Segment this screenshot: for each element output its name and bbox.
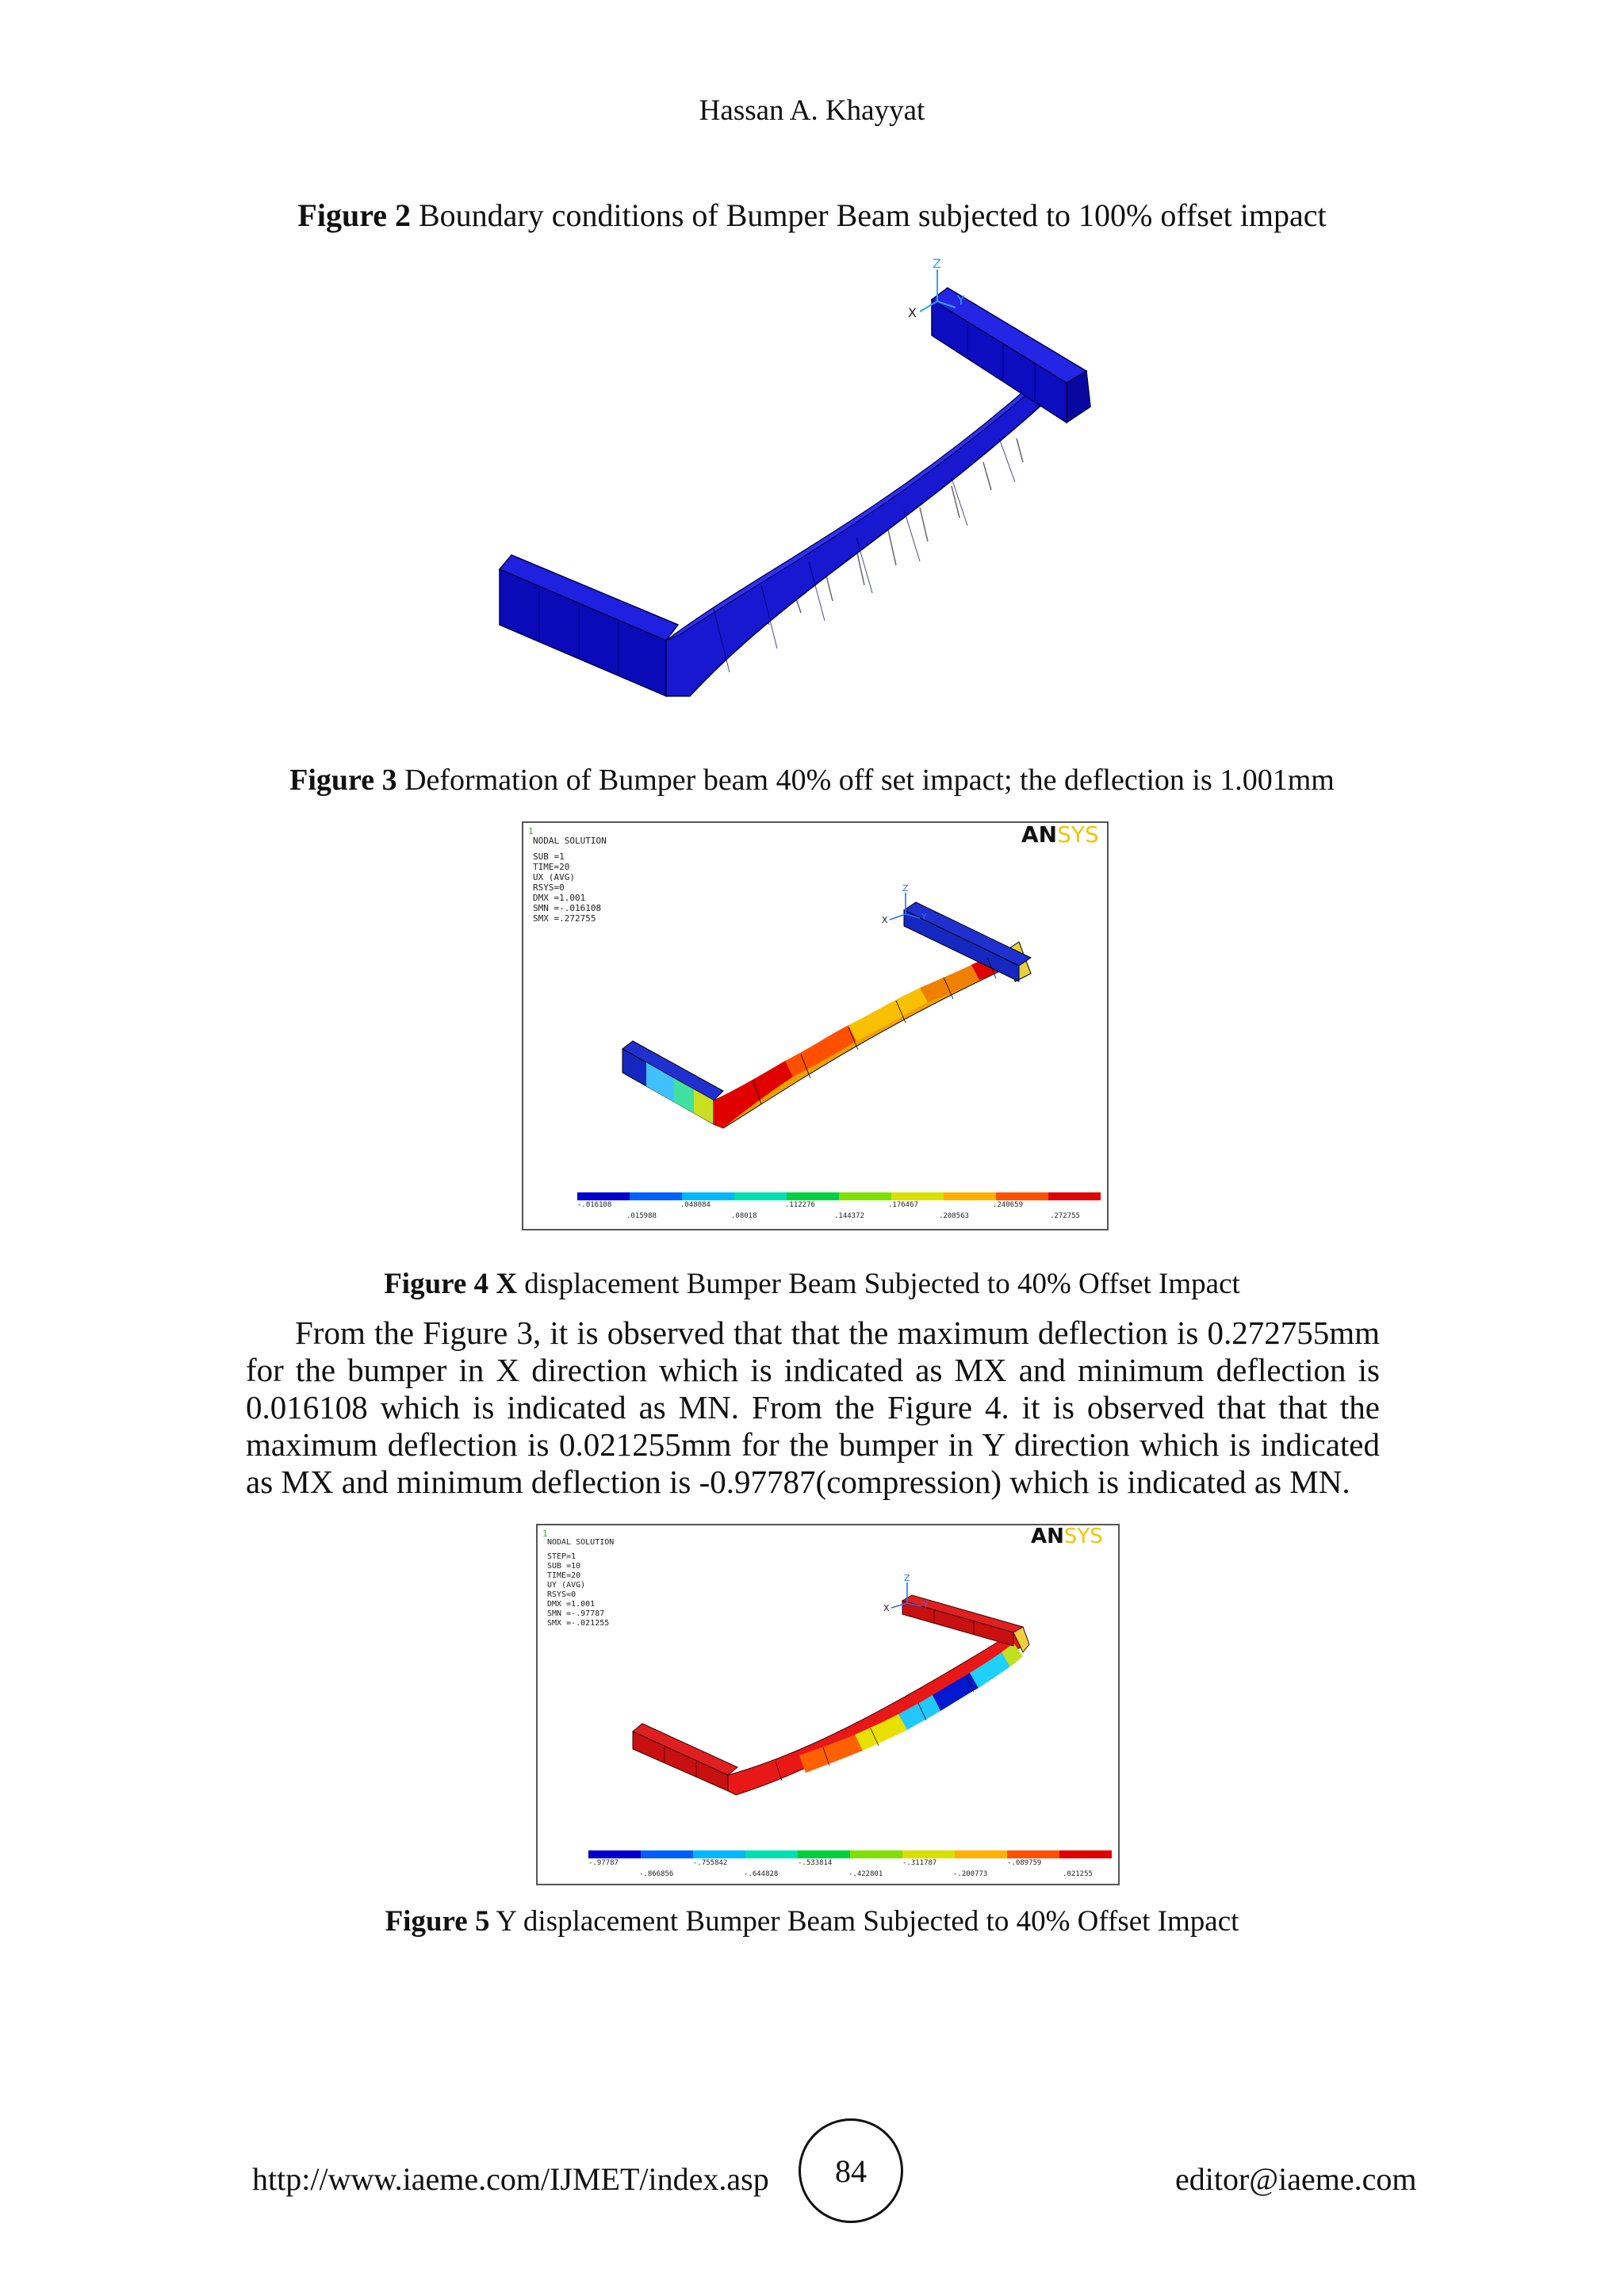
figure-4-label: Figure 4 X bbox=[384, 1268, 518, 1300]
figure-3-caption bbox=[0, 763, 1624, 798]
axis-x-label: X bbox=[908, 305, 917, 320]
figure-3-image bbox=[476, 252, 1142, 728]
axis-z-label: Z bbox=[933, 256, 941, 271]
info-line: SMX =.272755 bbox=[533, 913, 596, 924]
legend-swatch bbox=[693, 1850, 745, 1858]
info-line: RSYS=0 bbox=[533, 882, 565, 893]
info-line: SUB =1 bbox=[533, 851, 565, 862]
axis-y-label: Y bbox=[957, 293, 965, 308]
legend-label: -.755842 bbox=[693, 1859, 728, 1867]
nodal-solution-info bbox=[533, 836, 607, 924]
color-legend bbox=[588, 1850, 1112, 1858]
footer-url-link[interactable]: http://www.iaeme.com/IJMET/index.asp bbox=[252, 2161, 769, 2197]
ansys-logo: ANSYS bbox=[1031, 1525, 1103, 1548]
legend-swatch bbox=[682, 1192, 734, 1200]
legend-label: .112276 bbox=[785, 1201, 815, 1209]
axis-z-label: Z bbox=[904, 1573, 910, 1583]
figure-3-label: Figure 3 bbox=[289, 763, 397, 797]
info-line: SUB =10 bbox=[547, 1562, 581, 1571]
legend-label: .015988 bbox=[626, 1212, 657, 1220]
color-legend bbox=[577, 1192, 1101, 1200]
legend-swatch bbox=[850, 1850, 902, 1858]
svg-text:1: 1 bbox=[528, 826, 534, 836]
legend-swatch bbox=[891, 1192, 944, 1200]
legend-swatch bbox=[641, 1850, 693, 1858]
figure-2-label: Figure 2 bbox=[297, 197, 411, 233]
axis-x-label: X bbox=[883, 1603, 890, 1613]
axis-y-label: Y bbox=[921, 912, 927, 922]
legend-label: -.866856 bbox=[639, 1870, 674, 1878]
legend-swatch bbox=[1007, 1850, 1059, 1858]
legend-swatch bbox=[1048, 1192, 1101, 1200]
info-line: TIME=20 bbox=[547, 1571, 581, 1580]
footer-email-link[interactable]: editor@iaeme.com bbox=[1175, 2161, 1417, 2197]
axis-y-label: Y bbox=[923, 1600, 929, 1610]
figure-3-text: Deformation of Bumper beam 40% off set impact; the deflection is 1.001mm bbox=[396, 763, 1335, 797]
info-line: NODAL SOLUTION bbox=[547, 1538, 615, 1547]
legend-label: -.97787 bbox=[588, 1859, 619, 1867]
legend-swatch bbox=[955, 1850, 1007, 1858]
figure-5-label: Figure 5 bbox=[385, 1905, 490, 1938]
info-line: SMX =-.021255 bbox=[547, 1619, 610, 1628]
legend-label: -.200773 bbox=[953, 1870, 988, 1878]
figure-4-ansys-plot bbox=[522, 821, 1109, 1230]
legend-swatch bbox=[944, 1192, 996, 1200]
legend-swatch bbox=[839, 1192, 891, 1200]
legend-swatch bbox=[577, 1192, 630, 1200]
legend-labels bbox=[588, 1859, 1093, 1878]
figure-5-caption bbox=[0, 1904, 1624, 1938]
bumper-beam-deformation bbox=[476, 252, 1142, 728]
axis-z-label: Z bbox=[902, 883, 909, 894]
figure-4-text: displacement Bumper Beam Subjected to 40% Offset Impact bbox=[517, 1268, 1240, 1300]
legend-label: .144372 bbox=[834, 1212, 864, 1220]
info-line: NODAL SOLUTION bbox=[533, 836, 607, 846]
main-beam bbox=[728, 1632, 1023, 1795]
info-line: DMX =1.001 bbox=[533, 893, 586, 903]
legend-swatch bbox=[745, 1850, 798, 1858]
legend-label: -.644828 bbox=[744, 1870, 779, 1878]
legend-label: .021255 bbox=[1063, 1870, 1093, 1878]
info-line: TIME=20 bbox=[533, 862, 570, 872]
legend-swatch bbox=[1059, 1850, 1112, 1858]
legend-label: .08018 bbox=[731, 1212, 757, 1220]
legend-label: .240659 bbox=[993, 1201, 1023, 1209]
figure-2-text: Boundary conditions of Bumper Beam subjected to 100% offset impact bbox=[410, 197, 1327, 233]
info-line: STEP=1 bbox=[547, 1552, 576, 1561]
body-paragraph-text: From the Figure 3, it is observed that that the maximum deflection is 0.272755mm for the bumper in X direction which is indicated as MX and minimum deflection is 0.016108 which is indicated as MN. From the Figure 4. it is observed that that the maximum deflection is 0.021255mm for the bumper in Y direction which is indicated as MX and minimum deflection is -0.97787(compression) which is indicated as MN. bbox=[246, 1314, 1380, 1500]
legend-swatch bbox=[588, 1850, 641, 1858]
info-line: RSYS=0 bbox=[547, 1590, 576, 1599]
legend-label: -.089759 bbox=[1007, 1859, 1042, 1867]
legend-label: -.533814 bbox=[798, 1859, 833, 1867]
main-beam bbox=[666, 371, 1078, 696]
info-line: UY (AVG) bbox=[547, 1581, 586, 1590]
body-paragraph bbox=[246, 1314, 1380, 1501]
figure-5-ansys-plot bbox=[536, 1524, 1120, 1885]
legend-swatch bbox=[902, 1850, 955, 1858]
legend-swatch bbox=[734, 1192, 787, 1200]
legend-label: -.422801 bbox=[848, 1870, 883, 1878]
info-line: UX (AVG) bbox=[533, 872, 575, 882]
legend-label: -.016108 bbox=[577, 1201, 612, 1209]
legend-swatch bbox=[787, 1192, 839, 1200]
info-line: SMN =-.97787 bbox=[547, 1609, 605, 1618]
ansys-logo: ANSYS bbox=[1021, 823, 1099, 848]
info-line: DMX =1.001 bbox=[547, 1600, 596, 1609]
legend-labels bbox=[577, 1201, 1080, 1220]
legend-swatch bbox=[996, 1192, 1048, 1200]
figure-2-caption bbox=[0, 197, 1624, 234]
legend-label: .048084 bbox=[680, 1201, 710, 1209]
info-line: SMN =-.016108 bbox=[533, 903, 602, 913]
legend-label: .272755 bbox=[1050, 1212, 1080, 1220]
legend-label: .208563 bbox=[939, 1212, 969, 1220]
running-header: Hassan A. Khayyat bbox=[699, 94, 925, 127]
legend-label: -.311787 bbox=[902, 1859, 937, 1867]
page-number: 84 bbox=[799, 2118, 903, 2223]
legend-swatch bbox=[630, 1192, 682, 1200]
figure-5-text: Y displacement Bumper Beam Subjected to 40% Offset Impact bbox=[489, 1905, 1239, 1938]
legend-label: .176467 bbox=[888, 1201, 918, 1209]
axis-x-label: X bbox=[882, 915, 888, 925]
svg-text:1: 1 bbox=[542, 1529, 548, 1539]
nodal-solution-info bbox=[547, 1538, 614, 1628]
figure-4-caption bbox=[0, 1267, 1624, 1301]
legend-swatch bbox=[798, 1850, 850, 1858]
